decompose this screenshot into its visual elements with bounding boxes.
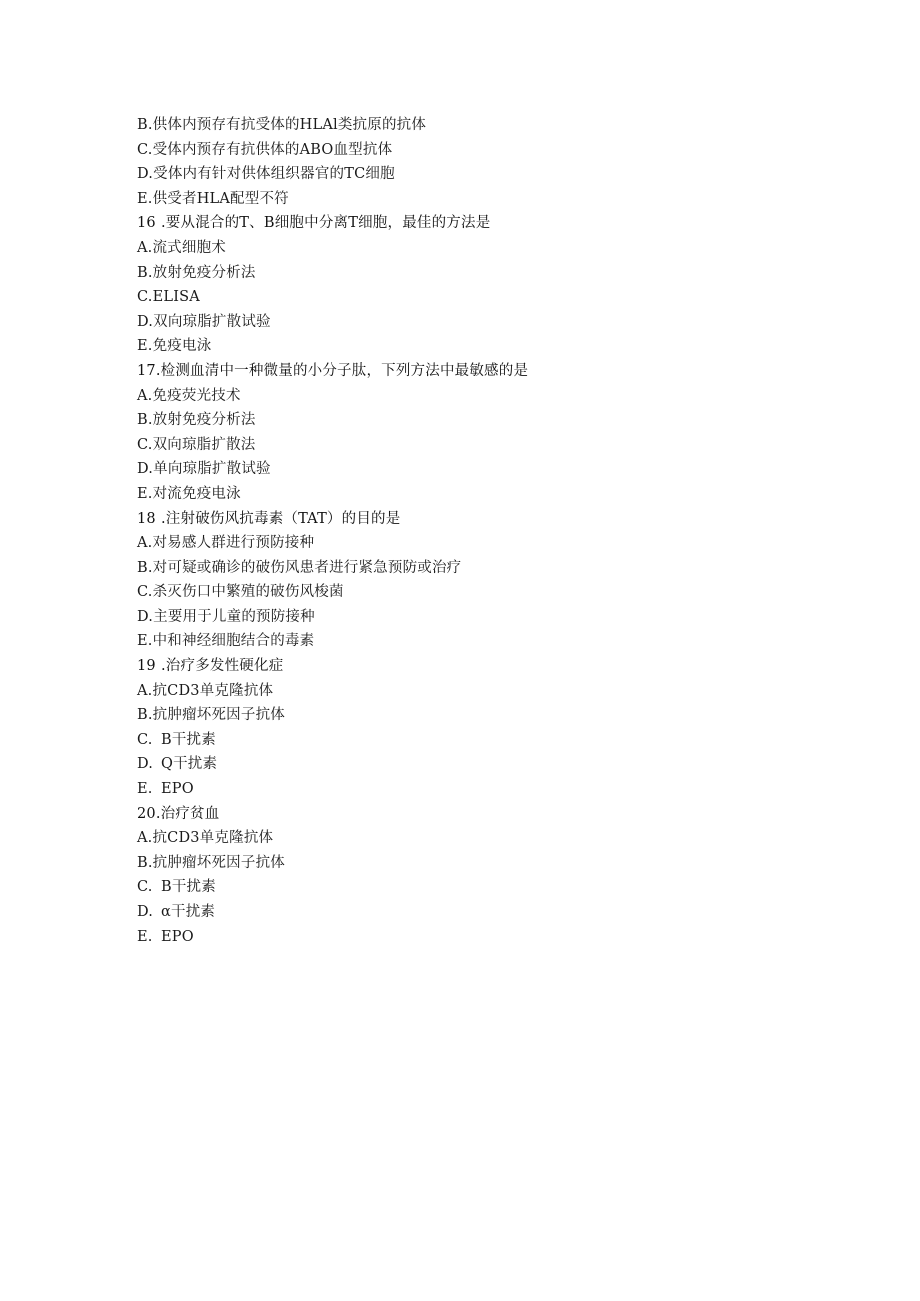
answer-option: D. Q干扰素 — [137, 756, 218, 773]
answer-option: E. EPO — [137, 781, 194, 798]
answer-option: C.受体内预存有抗供体的ABO血型抗体 — [137, 141, 393, 158]
question-stem: 20.治疗贫血 — [137, 805, 220, 822]
answer-option: D.双向琼脂扩散试验 — [137, 313, 271, 330]
answer-option: B.放射免疫分析法 — [137, 412, 256, 429]
answer-option: A.免疫荧光技术 — [137, 387, 241, 404]
answer-option: C.双向琼脂扩散法 — [137, 436, 256, 453]
answer-option: B.抗肿瘤坏死因子抗体 — [137, 707, 285, 724]
answer-option: B.放射免疫分析法 — [137, 264, 256, 281]
answer-option: C.杀灭伤口中繁殖的破伤风梭菌 — [137, 584, 344, 601]
answer-option: E.中和神经细胞结合的毒素 — [137, 633, 315, 650]
answer-option: B.抗肿瘤坏死因子抗体 — [137, 854, 285, 871]
answer-option: C. B干扰素 — [137, 879, 216, 896]
question-stem: 18 .注射破伤风抗毒素（TAT）的目的是 — [137, 510, 401, 527]
answer-option: B.供体内预存有抗受体的HLAl类抗原的抗体 — [137, 117, 427, 133]
answer-option: D.受体内有针对供体组织器官的TC细胞 — [137, 166, 395, 183]
answer-option: A.抗CD3单克隆抗体 — [137, 682, 274, 699]
answer-option: E.供受者HLA配型不符 — [137, 190, 289, 207]
answer-option: A.流式细胞术 — [137, 239, 226, 256]
answer-option: A.抗CD3单克隆抗体 — [137, 830, 274, 847]
question-stem: 17.检测血清中一种微量的小分子肽，下列方法中最敏感的是 — [137, 362, 529, 379]
answer-option: D.单向琼脂扩散试验 — [137, 461, 271, 478]
answer-option: B.对可疑或确诊的破伤风患者进行紧急预防或治疗 — [137, 559, 462, 576]
answer-option: C. B干扰素 — [137, 731, 216, 748]
answer-option: A.对易感人群进行预防接种 — [137, 535, 315, 552]
answer-option: E.免疫电泳 — [137, 338, 212, 355]
answer-option: D. α干扰素 — [137, 904, 216, 920]
question-list — [137, 113, 857, 949]
answer-option: C.ELISA — [137, 289, 200, 306]
answer-option: D.主要用于儿童的预防接种 — [137, 608, 315, 625]
answer-option: E. EPO — [137, 928, 194, 945]
answer-option: E.对流免疫电泳 — [137, 485, 241, 502]
question-stem: 16 .要从混合的T、B细胞中分离T细胞，最佳的方法是 — [137, 215, 491, 232]
question-stem: 19 .治疗多发性硬化症 — [137, 658, 284, 675]
